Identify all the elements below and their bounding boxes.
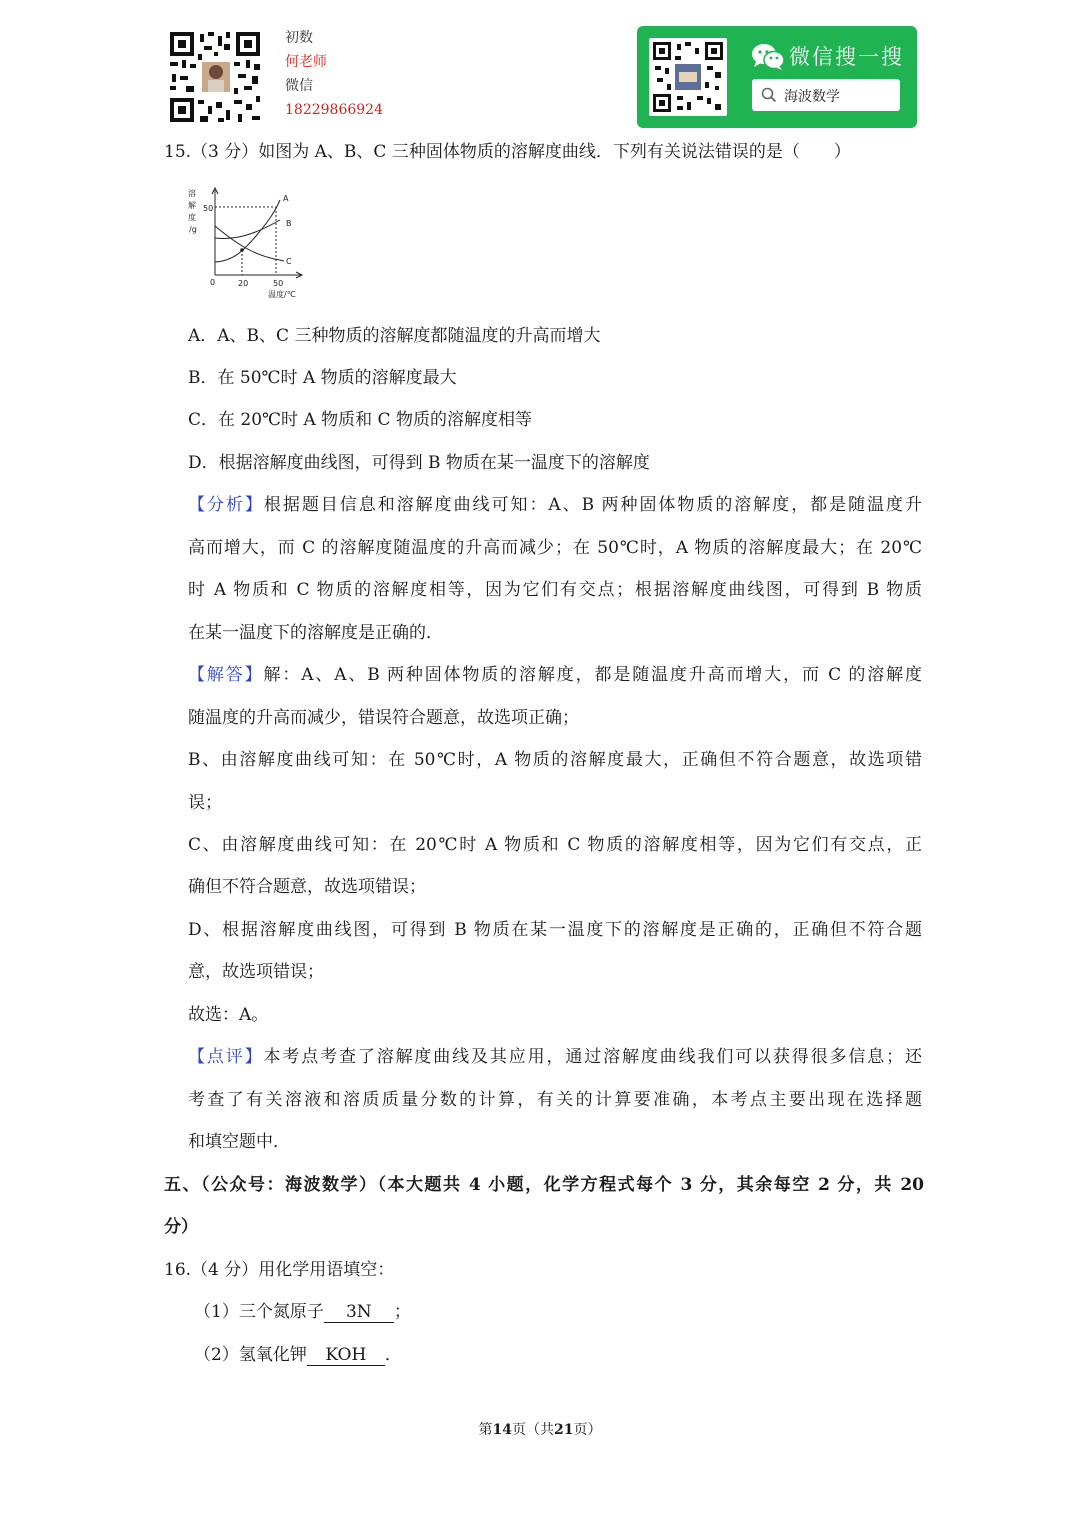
figure-ytick-50: 50 (203, 204, 214, 213)
intersection-point (240, 248, 244, 252)
contact-wechat-label: 微信 (285, 78, 313, 94)
analysis-line-4: 在某一温度下的溶解度是正确的． (188, 623, 443, 643)
review-line-2: 考查了有关溶液和溶质质量分数的计算，有关的计算要准确，本考点主要出现在选择题 (188, 1090, 922, 1110)
q15-option-b: B．在 50℃时 A 物质的溶解度最大 (188, 368, 457, 388)
section5-heading-line-2: 分） (164, 1217, 198, 1237)
wechat-search-text: 海波数学 (784, 89, 840, 105)
section5-heading-line-1: 五、（公众号：海波数学）（本大题共 4 小题，化学方程式每个 3 分，其余每空 2 分，共 20 (164, 1175, 924, 1195)
solubility-curve-figure (184, 184, 312, 304)
curve-label-b: B (286, 219, 292, 228)
figure-ylabel-4: /g (189, 225, 197, 234)
solution-line-7: D、根据溶解度曲线图，可得到 B 物质在某一温度下的溶解度是正确的，正确但不符合题 (188, 920, 922, 940)
figure-xtick-50: 50 (273, 279, 284, 288)
q15-option-c: C．在 20℃时 A 物质和 C 物质的溶解度相等 (188, 410, 532, 430)
solution-line-2: 随温度的升高而减少，错误符合题意，故选项正确； (188, 708, 579, 728)
figure-ylabel-3: 度 (188, 213, 196, 222)
solution-tag: 【解答】 (188, 665, 264, 685)
solution-line-8: 意，故选项错误； (188, 962, 324, 982)
contact-subject: 初数 (285, 30, 313, 46)
figure-xlabel: 温度/℃ (268, 290, 296, 299)
figure-origin: 0 (210, 278, 216, 287)
search-icon (761, 87, 777, 103)
q16-part-2-prompt: （2）氢氧化钾 (194, 1345, 307, 1365)
contact-teacher: 何老师 (285, 54, 327, 70)
q16-answer-1: 3N (324, 1302, 394, 1323)
review-line-3: 和填空题中． (188, 1132, 290, 1152)
q16-part-1-prompt: （1）三个氮原子 (194, 1302, 324, 1322)
page-number: 14 (492, 1422, 512, 1438)
q15-stem: 15.（3 分）如图为 A、B、C 三种固体物质的溶解度曲线．下列有关说法错误的是（ ） (164, 142, 851, 162)
wechat-search-title: 微信搜一搜 (789, 45, 904, 69)
contact-block (285, 26, 383, 122)
solution-line-9: 故选：A。 (188, 1005, 269, 1025)
curve-b (215, 220, 280, 238)
analysis-line-2: 高而增大，而 C 的溶解度随温度的升高而减少；在 50℃时，A 物质的溶解度最大；在 20℃ (188, 538, 922, 558)
solution-line-3: B、由溶解度曲线可知：在 50℃时，A 物质的溶解度最大，正确但不符合题意，故选项错 (188, 750, 922, 770)
qr-code-left (168, 30, 262, 124)
figure-ylabel-1: 溶 (188, 189, 196, 198)
analysis-line-1: 【分析】根据题目信息和溶解度曲线可知：A、B 两种固体物质的溶解度，都是随温度升 (188, 495, 923, 515)
wechat-search-box[interactable] (752, 79, 900, 111)
curve-label-a: A (283, 194, 289, 203)
q16-part-1: （1）三个氮原子 3N ； (194, 1302, 411, 1322)
q16-stem: 16.（4 分）用化学用语填空： (164, 1260, 395, 1280)
review-line-1: 【点评】本考点考查了溶解度曲线及其应用，通过溶解度曲线我们可以获得很多信息；还 (188, 1047, 923, 1067)
wechat-search-card[interactable] (637, 26, 917, 128)
solution-line-6: 确但不符合题意，故选项错误； (188, 877, 426, 897)
solution-line-4: 误； (188, 793, 222, 813)
page-footer: 第14页（共21页） (478, 1422, 602, 1438)
solution-line-1: 【解答】解：A、A、B 两种固体物质的溶解度，都是随温度升高而增大，而 C 的溶解度 (188, 665, 923, 685)
solution-line-5: C、由溶解度曲线可知：在 20℃时 A 物质和 C 物质的溶解度相等，因为它们有交点，正 (188, 835, 922, 855)
page-total: 21 (554, 1422, 574, 1438)
curve-a (215, 200, 280, 262)
wechat-logo-icon (751, 43, 785, 71)
curve-label-c: C (286, 257, 292, 266)
curve-c-leader (280, 260, 284, 261)
figure-ylabel-2: 解 (188, 201, 196, 210)
q16-answer-2: KOH (307, 1345, 385, 1366)
analysis-line-3: 时 A 物质和 C 物质的溶解度相等，因为它们有交点；根据溶解度曲线图，可得到 B 物质 (188, 580, 922, 600)
q15-option-a: A．A、B、C 三种物质的溶解度都随温度的升高而增大 (188, 326, 601, 346)
q15-option-d: D．根据溶解度曲线图，可得到 B 物质在某一温度下的溶解度 (188, 453, 650, 473)
wechat-qr-code (649, 38, 727, 116)
q16-part-2: （2）氢氧化钾 KOH ． (194, 1345, 402, 1365)
contact-phone: 18229866924 (285, 102, 383, 118)
analysis-tag: 【分析】 (188, 495, 264, 515)
curve-c (215, 226, 280, 260)
figure-xtick-20: 20 (238, 279, 249, 288)
review-tag: 【点评】 (188, 1047, 264, 1067)
